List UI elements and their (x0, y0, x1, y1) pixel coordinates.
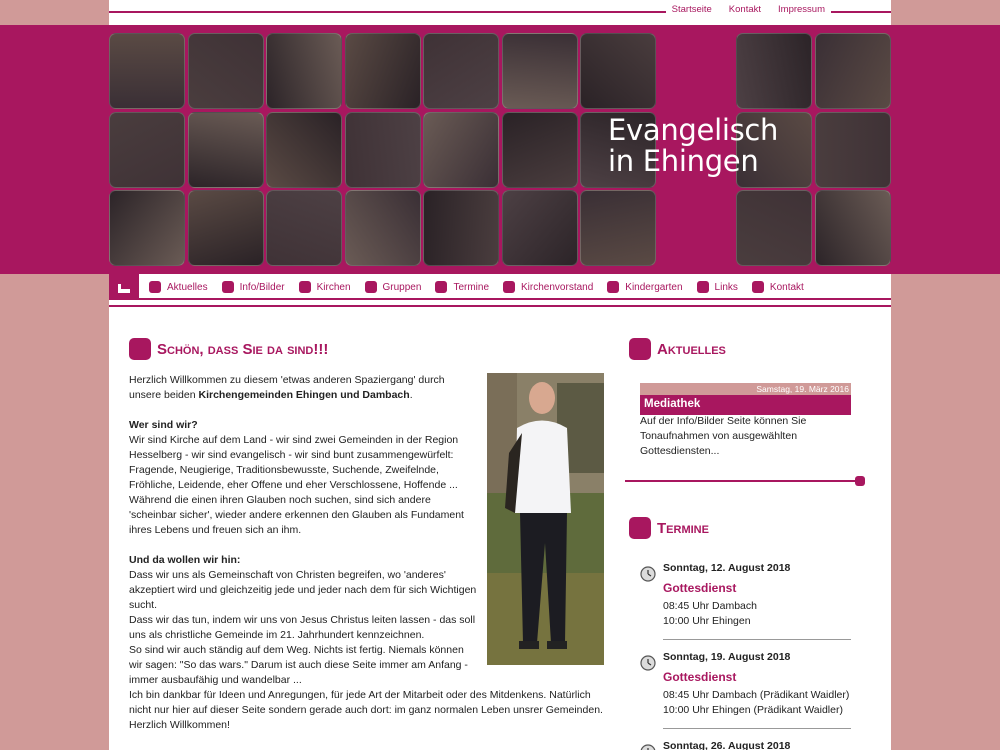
nav-item-kindergarten[interactable] (607, 281, 682, 293)
event-title-link[interactable]: Gottesdienst (663, 581, 737, 595)
paragraph-on-the-way: So sind wir auch ständig auf dem Weg. Nichts ist fertig. Niemals können wir sagen: "So das wars." Darum ist auch diese Seite immer am Anfang - immer ausbaufähig und wandelbar ... (129, 644, 468, 686)
news-heading-text: Aktuelles (657, 340, 726, 358)
paragraph-jesus: Dass wir das tun, indem wir uns von Jesus Christus leiten lassen - das soll uns als christliche Gemeinde im 21. Jahrhundert kennzeichnen. (129, 614, 476, 641)
nav-bullet-icon (365, 281, 377, 293)
collage-photo-tile (580, 33, 656, 109)
collage-photo-tile (815, 33, 891, 109)
collage-photo-tile (109, 112, 185, 188)
collage-photo-tile (502, 33, 578, 109)
events-heading (629, 517, 709, 539)
nav-bullet-icon (222, 281, 234, 293)
nav-bullet-icon (299, 281, 311, 293)
news-date: Samstag, 19. März 2016 (640, 383, 851, 395)
heading-square-icon (629, 517, 651, 539)
nav-item-kirchenvorstand[interactable] (503, 281, 593, 293)
heading-square-icon (629, 338, 651, 360)
collage-photo-tile (266, 112, 342, 188)
nav-label: Gruppen (382, 281, 422, 293)
collage-photo-tile (423, 33, 499, 109)
collage-photo-tile (188, 112, 264, 188)
clock-icon (640, 744, 656, 750)
question-who-are-we: Wer sind wir? (129, 419, 198, 431)
heading-square-icon (129, 338, 151, 360)
collage-photo-tile (345, 190, 421, 266)
top-link-impressum[interactable]: Impressum (778, 4, 825, 15)
collage-photo-tile (266, 33, 342, 109)
collage-photo-tile (266, 190, 342, 266)
event-divider (663, 639, 851, 640)
nav-item-kontakt[interactable] (752, 281, 804, 293)
intro-paragraph (129, 373, 479, 403)
home-icon (116, 280, 132, 294)
events-heading-text: Termine (657, 519, 709, 537)
welcome-text (129, 373, 479, 688)
intro-suffix: . (409, 389, 413, 401)
collage-photo-tile (815, 112, 891, 188)
nav-bullet-icon (149, 281, 161, 293)
top-links (666, 4, 831, 15)
event-divider (663, 728, 851, 729)
collage-photo-tile (502, 112, 578, 188)
event-time: 08:45 Uhr Dambach (Prädikant Waidler) (663, 689, 850, 701)
nav-item-gruppen[interactable] (365, 281, 422, 293)
event-time: 10:00 Uhr Ehingen (663, 615, 751, 627)
news-heading (629, 338, 726, 360)
nav-item-links[interactable] (697, 281, 738, 293)
nav-bullet-icon (503, 281, 515, 293)
collage-photo-tile (580, 190, 656, 266)
clock-icon (640, 655, 656, 671)
nav-label: Aktuelles (167, 281, 208, 293)
site-title (608, 115, 778, 177)
nav-label: Termine (453, 281, 490, 293)
event-time: 10:00 Uhr Ehingen (Prädikant Waidler) (663, 704, 843, 716)
collage-photo-tile (188, 33, 264, 109)
collage-photo-tile (815, 190, 891, 266)
nav-label: Kirchen (316, 281, 351, 293)
nav-label: Kontakt (769, 281, 804, 293)
collage-photo-tile (188, 190, 264, 266)
question-goal: Und da wollen wir hin: (129, 554, 241, 566)
sidebar-divider (625, 480, 857, 482)
collage-photo-tile (423, 112, 499, 188)
pastor-photo (487, 373, 604, 665)
nav-label: Kindergarten (625, 281, 683, 293)
nav-home-button[interactable] (109, 274, 139, 300)
collage-photo-tile (502, 190, 578, 266)
collage-photo-tile (423, 190, 499, 266)
collage-photo-tile (736, 33, 812, 109)
closing-paragraph: Ich bin dankbar für Ideen und Anregungen, für jede Art der Mitarbeit oder des Mitdenkens. Natürlich nicht nur hier auf dieser Seite sondern gerade auch dort: im ganz normalen Leben unsrer Gemeinden. Herzlich Willkommen! (129, 689, 603, 731)
top-link-startseite[interactable]: Startseite (671, 4, 712, 15)
nav-bullet-icon (435, 281, 447, 293)
welcome-heading-text: Schön, dass Sie da sind!!! (157, 340, 329, 358)
header-banner (0, 25, 1000, 274)
intro-bold-text: Kirchengemeinden Ehingen und Dambach (198, 389, 410, 401)
news-teaser: Auf der Info/Bilder Seite können Sie Tonaufnahmen von ausgewählten Gottesdiensten... (640, 415, 807, 457)
top-link-kontakt[interactable]: Kontakt (728, 4, 762, 15)
sidebar-divider-dot (855, 476, 865, 486)
intro-text: Herzlich Willkommen zu diesem 'etwas anderen Spaziergang' durch unsere beiden (129, 374, 445, 401)
nav-bullet-icon (607, 281, 619, 293)
nav-divider (109, 305, 891, 307)
event-date: Sonntag, 26. August 2018 (663, 740, 791, 750)
event-title-link[interactable]: Gottesdienst (663, 670, 737, 684)
collage-photo-tile (109, 33, 185, 109)
welcome-heading (129, 338, 328, 360)
collage-photo-tile (345, 33, 421, 109)
collage-photo-tile (109, 190, 185, 266)
nav-item-kirchen[interactable] (299, 281, 351, 293)
collage-photo-tile (345, 112, 421, 188)
paragraph-who: Wir sind Kirche auf dem Land - wir sind zwei Gemeinden in der Region Hesselberg - wir sind evangelisch - wir sind bunt zusammengewürfelt: Fragende, Neugierige, Traditionsbewusste, Suchende, Zweifelnde, Fröhliche, Leidende, eher Offene und eher Verschlossene, Hoffende ... (129, 434, 459, 491)
nav-bullet-icon (752, 281, 764, 293)
nav-item-termine[interactable] (435, 281, 489, 293)
event-date: Sonntag, 19. August 2018 (663, 651, 791, 663)
nav-item-aktuelles[interactable] (149, 281, 208, 293)
paragraph-faith: Während die einen ihren Glauben noch suchen, sind sich andere 'scheinbar sicher', wieder andere erkennen den Glauben als Fundament ihres Lebens und freuen sich an ihm. (129, 494, 464, 536)
event-date: Sonntag, 12. August 2018 (663, 562, 791, 574)
main-nav (109, 274, 891, 300)
event-time: 08:45 Uhr Dambach (663, 600, 757, 612)
top-bar (109, 0, 891, 25)
site-title-line2: in Ehingen (608, 144, 759, 178)
nav-label: Kirchenvorstand (521, 281, 594, 293)
nav-label: Links (714, 281, 738, 293)
nav-item-info-bilder[interactable] (222, 281, 285, 293)
site-title-line1: Evangelisch (608, 113, 779, 147)
nav-label: Info/Bilder (239, 281, 285, 293)
collage-photo-tile (736, 190, 812, 266)
news-title-link[interactable]: Mediathek (640, 395, 851, 415)
nav-bullet-icon (697, 281, 709, 293)
paragraph-community: Dass wir uns als Gemeinschaft von Christen begreifen, wo 'anderes' akzeptiert wird und gleichzeitig jede und jeder nach dem für sich Wichtigen sucht. (129, 569, 477, 611)
clock-icon (640, 566, 656, 582)
